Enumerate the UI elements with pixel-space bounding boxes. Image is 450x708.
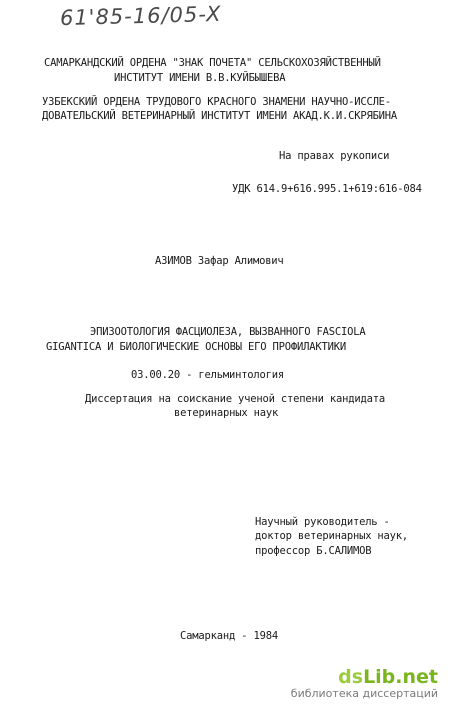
institution-2-line-2: ДОВАТЕЛЬСКИЙ ВЕТЕРИНАРНЫЙ ИНСТИТУТ ИМЕНИ АКАД.К.И.СКРЯБИНА <box>42 110 398 122</box>
watermark-brand-main: Lib.net <box>363 666 438 688</box>
supervisor-line-3: профессор Б.САЛИМОВ <box>255 545 372 557</box>
handwritten-archive-code: 61'85-16/05-X <box>59 1 222 31</box>
supervisor-line-2: доктор ветеринарных наук, <box>255 530 409 542</box>
degree-line-1: Диссертация на соискание ученой степени кандидата <box>85 393 385 405</box>
place-and-year: Самарканд - 1984 <box>180 630 278 642</box>
title-line-2: GIGANTICA И БИОЛОГИЧЕСКИЕ ОСНОВЫ ЕГО ПРОФИЛАКТИКИ <box>46 341 346 353</box>
watermark-brand <box>291 666 438 688</box>
manuscript-note: На правах рукописи <box>279 150 390 162</box>
supervisor-line-1: Научный руководитель - <box>255 516 390 528</box>
institution-2-line-1: УЗБЕКСКИЙ ОРДЕНА ТРУДОВОГО КРАСНОГО ЗНАМЕНИ НАУЧНО-ИССЛЕ- <box>42 96 391 108</box>
degree-line-2: ветеринарных наук <box>174 407 279 419</box>
specialty-code: 03.00.20 - гельминтология <box>131 369 285 381</box>
watermark-subtitle: библиотека диссертаций <box>290 687 438 700</box>
watermark-brand-prefix: ds <box>338 666 364 688</box>
dslib-watermark <box>291 666 438 700</box>
udk-code: УДК 614.9+616.995.1+619:616-084 <box>232 183 422 195</box>
institution-1-line-2: ИНСТИТУТ ИМЕНИ В.В.КУЙБЫШЕВА <box>114 72 286 84</box>
institution-1-line-1: САМАРКАНДСКИЙ ОРДЕНА "ЗНАК ПОЧЕТА" СЕЛЬСКОХОЗЯЙСТВЕННЫЙ <box>44 57 381 69</box>
author-name: АЗИМОВ Зафар Алимович <box>155 255 284 267</box>
title-line-1: ЭПИЗООТОЛОГИЯ ФАСЦИОЛЕЗА, ВЫЗВАННОГО FASCIOLA <box>90 326 366 338</box>
